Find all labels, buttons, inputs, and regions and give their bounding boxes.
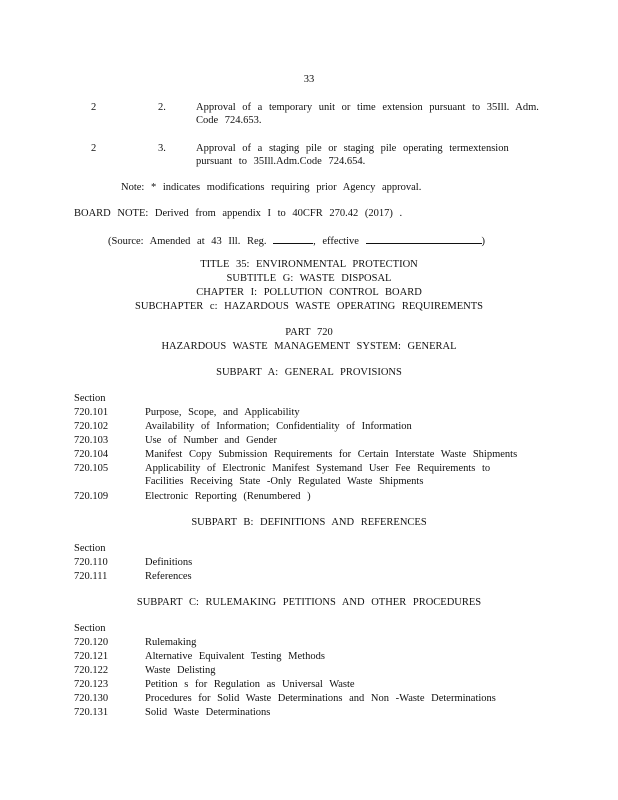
section-title: Applicability of Electronic Manifest Systemand User Fee Requirements to Facilities Receiving State -Only Regulated Waste Shipments [145, 463, 491, 487]
section-number: 720.101 [74, 407, 109, 418]
item-number: 2 [91, 143, 97, 154]
section-label: Section [74, 623, 106, 634]
section-number: 720.105 [74, 463, 109, 474]
section-number: 720.130 [74, 693, 109, 704]
section-row [74, 706, 270, 719]
page-number: 33 [303, 74, 315, 85]
subchapter-heading: SUBCHAPTER c: HAZARDOUS WASTE OPERATING REQUIREMENTS [135, 301, 483, 312]
section-row [74, 490, 311, 503]
subtitle-heading: SUBTITLE G: WASTE DISPOSAL [226, 273, 392, 284]
title-heading: TITLE 35: ENVIRONMENTAL PROTECTION [200, 259, 418, 270]
section-number: 720.131 [74, 707, 109, 718]
section-row [74, 570, 192, 583]
section-row [74, 556, 192, 569]
section-row [74, 434, 277, 447]
section-title: Availability of Information; Confidentiality of Information [145, 421, 412, 432]
subpart-b-heading: SUBPART B: DEFINITIONS AND REFERENCES [191, 517, 427, 528]
chapter-heading: CHAPTER I: POLLUTION CONTROL BOARD [196, 287, 422, 298]
part-name-heading: HAZARDOUS WASTE MANAGEMENT SYSTEM: GENERAL [161, 341, 457, 352]
section-number: 720.123 [74, 679, 109, 690]
section-row [74, 692, 496, 705]
section-number: 720.122 [74, 665, 109, 676]
item-subnumber: 2. [158, 102, 166, 113]
section-row [74, 636, 196, 649]
section-number: 720.111 [74, 571, 108, 582]
section-title: Manifest Copy Submission Requirements for Certain Interstate Waste Shipments [145, 449, 518, 460]
section-number: 720.121 [74, 651, 109, 662]
subpart-c-heading: SUBPART C: RULEMAKING PETITIONS AND OTHER PROCEDURES [136, 597, 482, 608]
section-row [74, 406, 300, 419]
note: Note: * indicates modifications requiring prior Agency approval. [121, 182, 422, 193]
section-title: Electronic Reporting (Renumbered ) [145, 491, 311, 502]
source-mid: , effective [313, 236, 359, 247]
section-row [74, 664, 216, 677]
board-note: BOARD NOTE: Derived from appendix I to 40CFR 270.42 (2017) . [74, 208, 403, 219]
subpart-a-heading: SUBPART A: GENERAL PROVISIONS [216, 367, 402, 378]
section-title: Purpose, Scope, and Applicability [145, 407, 300, 418]
section-row [74, 420, 412, 433]
section-title: Alternative Equivalent Testing Methods [145, 651, 325, 662]
item-subnumber: 3. [158, 143, 166, 154]
section-title: Procedures for Solid Waste Determinations and Non -Waste Determinations [145, 693, 496, 704]
section-title: Solid Waste Determinations [145, 707, 271, 718]
section-title: References [145, 571, 192, 582]
item-text-line: Approval of a staging pile or staging pile operating termextension [196, 143, 509, 154]
item-number: 2 [91, 102, 97, 113]
section-row [74, 650, 325, 663]
section-row [74, 678, 355, 691]
section-row [74, 462, 490, 488]
section-label: Section [74, 393, 106, 404]
register-page-blank [273, 233, 313, 244]
item-text-line: Code 724.653. [196, 115, 262, 126]
section-number: 720.110 [74, 557, 108, 568]
section-title: Use of Number and Gender [145, 435, 278, 446]
source-note [108, 233, 485, 248]
item-text-line: Approval of a temporary unit or time extension pursuant to 35Ill. Adm. [196, 102, 539, 113]
item-text-line: pursuant to 35Ill.Adm.Code 724.654. [196, 156, 366, 167]
section-number: 720.109 [74, 491, 109, 502]
part-heading: PART 720 [285, 327, 333, 338]
source-prefix: (Source: Amended at 43 Ill. Reg. [108, 236, 267, 247]
section-title: Petition s for Regulation as Universal Waste [145, 679, 355, 690]
section-number: 720.120 [74, 637, 109, 648]
effective-date-blank [366, 233, 482, 244]
section-number: 720.102 [74, 421, 109, 432]
section-number: 720.104 [74, 449, 109, 460]
section-row [74, 448, 517, 461]
section-title: Rulemaking [145, 637, 197, 648]
section-title: Definitions [145, 557, 193, 568]
section-label: Section [74, 543, 106, 554]
section-number: 720.103 [74, 435, 109, 446]
source-suffix: ) [481, 236, 486, 247]
section-title: Waste Delisting [145, 665, 216, 676]
